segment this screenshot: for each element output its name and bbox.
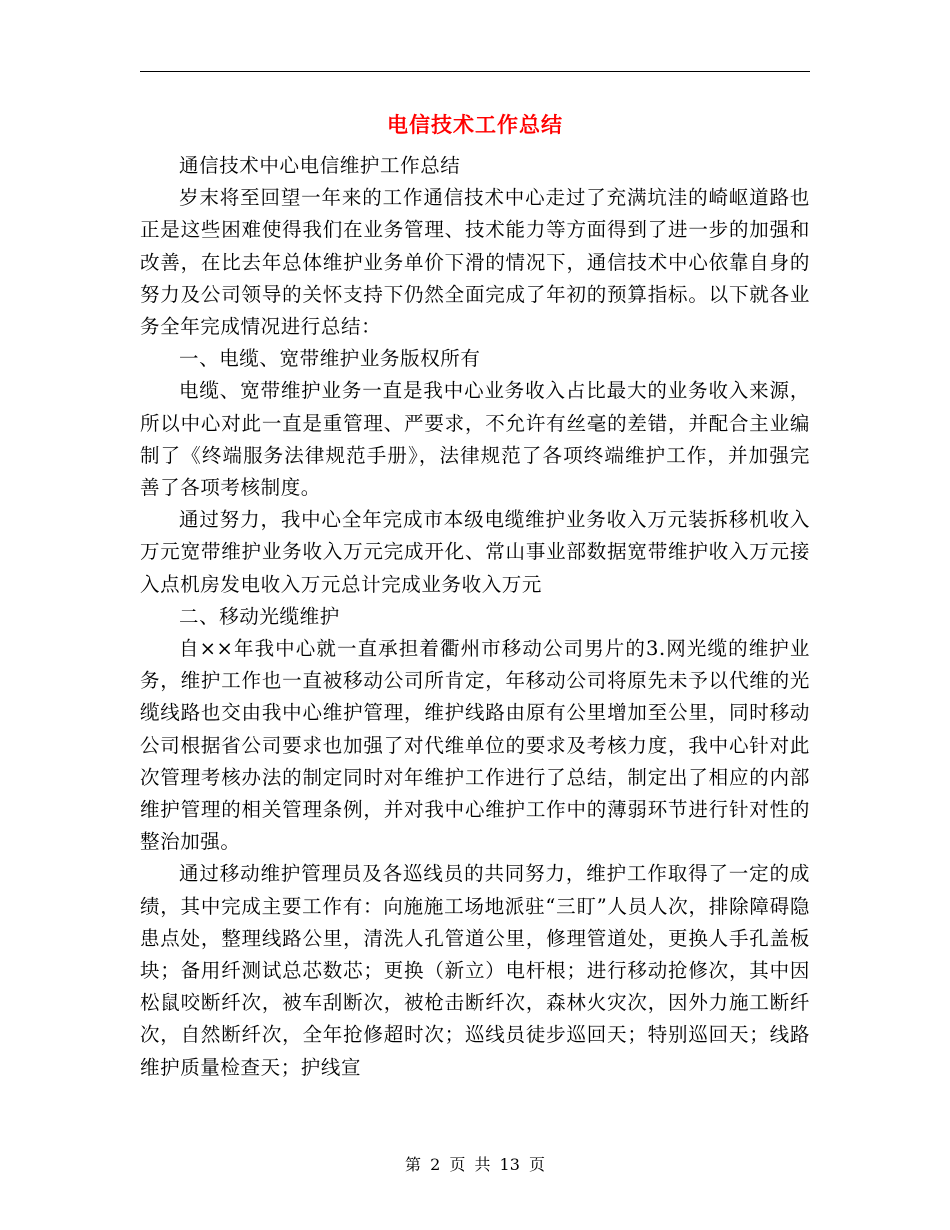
cable-paragraph: 电缆、宽带维护业务一直是我中心业务收入占比最大的业务收入来源，所以中心对此一直是重管理、严要求，不允许有丝毫的差错，并配合主业编制了《终端服务法律规范手册》，法律规范了各项终端维护工作，并加强完善了各项考核制度。 <box>140 379 810 500</box>
document-title: 电信技术工作总结 <box>387 113 563 137</box>
page-number-footer: 第 2 页 共 13 页 <box>405 1155 545 1174</box>
mobile-paragraph: 自××年我中心就一直承担着衢州市移动公司男片的3.网光缆的维护业务，维护工作也一直被移动公司所肯定，年移动公司将原先未予以代维的光缆线路也交由我中心维护管理，维护线路由原有公里增加至公里，同时移动公司根据省公司要求也加强了对代维单位的要求及考核力度，我中心针对此次管理考核办法的制定同时对年维护工作进行了总结，制定出了相应的内部维护管理的相关管理条例，并对我中心维护工作中的薄弱环节进行针对性的整治加强。 <box>140 637 810 854</box>
cable-results-paragraph: 通过努力，我中心全年完成市本级电缆维护业务收入万元装拆移机收入万元宽带维护业务收入万元完成开化、常山事业部数据宽带维护收入万元接入点机房发电收入万元总计完成业务收入万元 <box>140 508 810 596</box>
subtitle-paragraph: 通信技术中心电信维护工作总结 <box>179 154 461 177</box>
section-heading-cable: 一、电缆、宽带维护业务版权所有 <box>179 347 481 371</box>
section-heading-mobile: 二、移动光缆维护 <box>179 604 340 628</box>
document-body <box>140 150 810 1084</box>
mobile-results-paragraph: 通过移动维护管理员及各巡线员的共同努力，维护工作取得了一定的成绩，其中完成主要工作有：向施施工场地派驻“三盯”人员人次，排除障碍隐患点处，整理线路公里，清洗人孔管道公里，修理管道处，更换人手孔盖板块；备用纤测试总芯数芯；更换（新立）电杆根；进行移动抢修次，其中因松鼠咬断纤次，被车刮断次，被枪击断纤次，森林火灾次，因外力施工断纤次，自然断纤次，全年抢修超时次；巡线员徒步巡回天；特别巡回天；线路维护质量检查天；护线宣 <box>140 862 810 1079</box>
intro-paragraph: 岁末将至回望一年来的工作通信技术中心走过了充满坑洼的崎岖道路也正是这些困难使得我们在业务管理、技术能力等方面得到了进一步的加强和改善，在比去年总体维护业务单价下滑的情况下，通信技术中心依靠自身的努力及公司领导的关怀支持下仍然全面完成了年初的预算指标。以下就各业务全年完成情况进行总结： <box>140 186 810 339</box>
header-rule <box>140 71 810 72</box>
